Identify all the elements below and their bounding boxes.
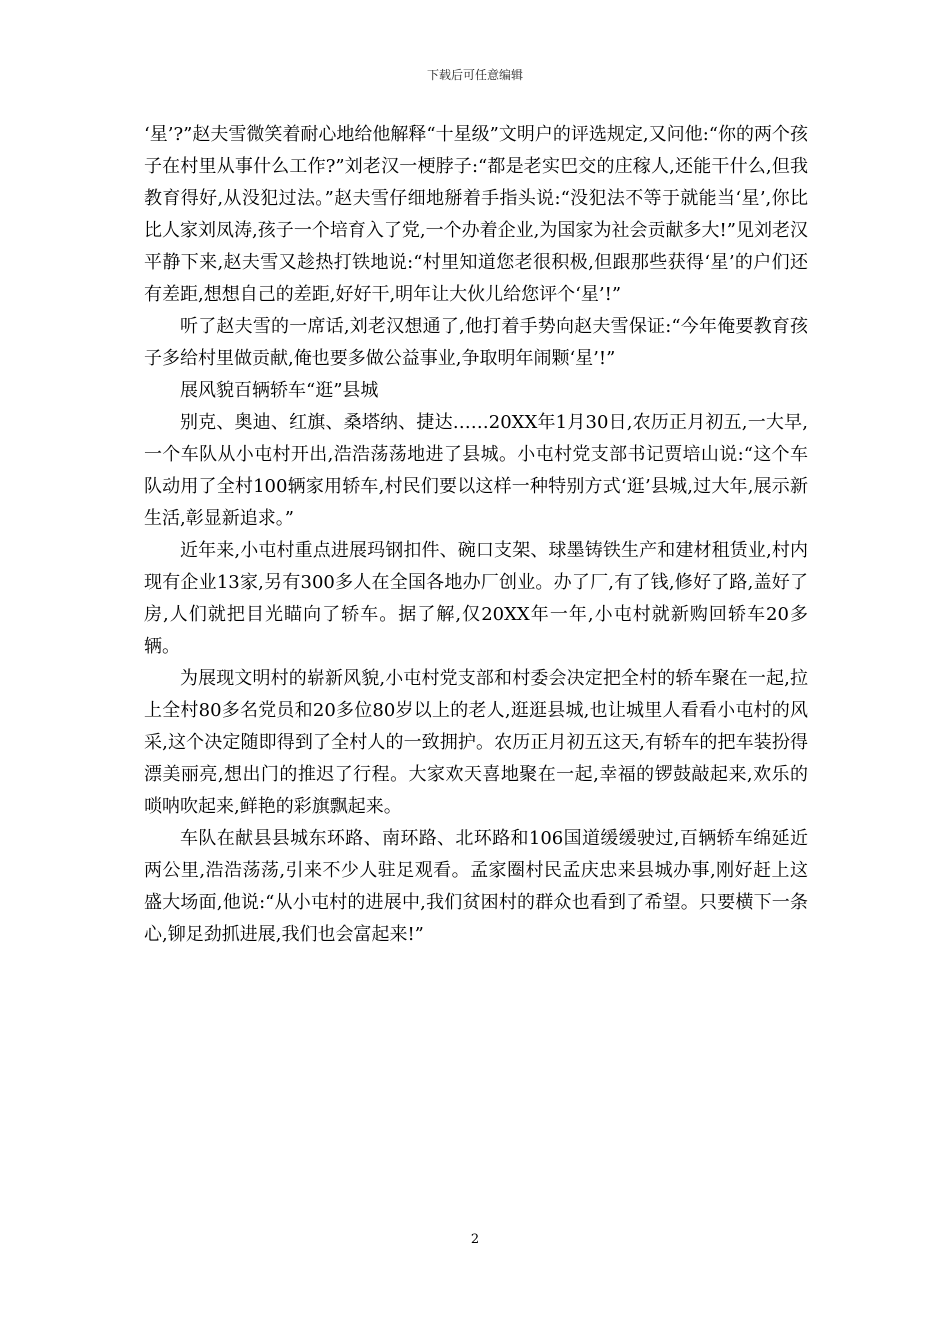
- paragraph: 为展现文明村的崭新风貌,小屯村党支部和村委会决定把全村的轿车聚在一起,拉上全村80多名党员和20多位80岁以上的老人,逛逛县城,也让城里人看看小屯村的风采,这个决定随即得到了全村人的一致拥护。农历正月初五这天,有轿车的把车装扮得漂美丽亮,想出门的推迟了行程。大家欢天喜地聚在一起,幸福的锣鼓敲起来,欢乐的唢呐吹起来,鲜艳的彩旗飘起来。: [144, 668, 808, 817]
- paragraph: ‘星’?”赵夫雪微笑着耐心地给他解释“十星级”文明户的评选规定,又问他:“你的两个孩子在村里从事什么工作?”刘老汉一梗脖子:“都是老实巴交的庄稼人,还能干什么,但我教育得好,从没犯过法。”赵夫雪仔细地掰着手指头说:“没犯法不等于就能当‘星’,你比比人家刘凤涛,孩子一个培育入了党,一个办着企业,为国家为社会贡献多大!”见刘老汉平静下来,赵夫雪又趁热打铁地说:“村里知道您老很积极,但跟那些获得‘星’的户们还有差距,想想自己的差距,好好干,明年让大伙儿给您评个‘星’!”: [144, 124, 808, 305]
- paragraph: 别克、奥迪、红旗、桑塔纳、捷达……20XX年1月30日,农历正月初五,一大早,一个车队从小屯村开出,浩浩荡荡地进了县城。小屯村党支部书记贾培山说:“这个车队动用了全村100辆家用轿车,村民们要以这样一种特别方式‘逛’县城,过大年,展示新生活,彰显新追求。”: [144, 412, 808, 529]
- page-number: 2: [470, 1232, 480, 1247]
- paragraph: 近年来,小屯村重点进展玛钢扣件、碗口支架、球墨铸铁生产和建材租赁业,村内现有企业13家,另有300多人在全国各地办厂创业。办了厂,有了钱,修好了路,盖好了房,人们就把目光瞄向了轿车。据了解,仅20XX年一年,小屯村就新购回轿车20多辆。: [144, 540, 808, 657]
- paragraph: 听了赵夫雪的一席话,刘老汉想通了,他打着手势向赵夫雪保证:“今年俺要教育孩子多给村里做贡献,俺也要多做公益事业,争取明年闹颗‘星’!”: [144, 316, 808, 369]
- document-body: [144, 119, 808, 951]
- section-heading: 展风貌百辆轿车“逛”县城: [180, 380, 379, 401]
- paragraph: 车队在献县县城东环路、南环路、北环路和106国道缓缓驶过,百辆轿车绵延近两公里,浩浩荡荡,引来不少人驻足观看。孟家圈村民孟庆忠来县城办事,刚好赶上这盛大场面,他说:“从小屯村的进展中,我们贫困村的群众也看到了希望。只要横下一条心,铆足劲抓进展,我们也会富起来!”: [144, 828, 808, 945]
- page-header: 下载后可任意编辑: [426, 68, 523, 82]
